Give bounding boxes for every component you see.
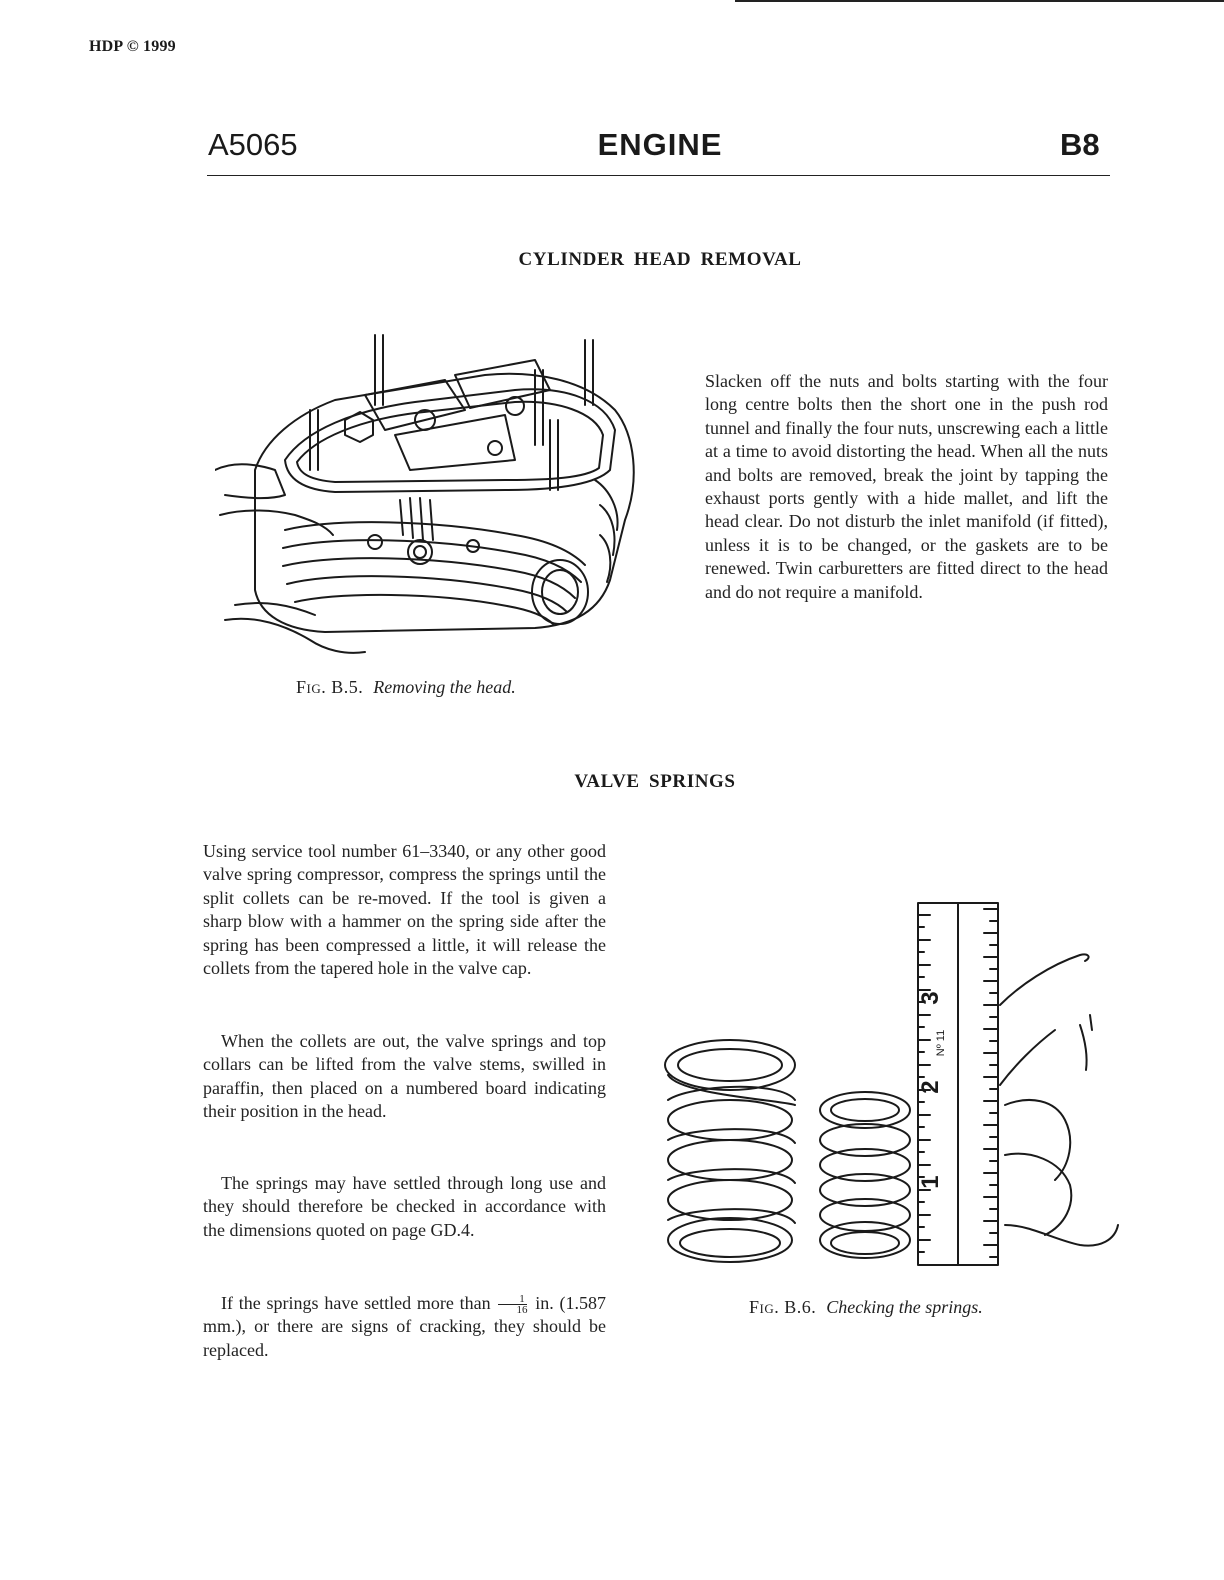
paragraph-4-start: If the springs have settled more than (221, 1293, 491, 1313)
cylinder-head-title: CYLINDER HEAD REMOVAL (518, 249, 802, 270)
figure-b5-cylinder-head-illustration (215, 320, 645, 660)
valve-springs-paragraph-3: The springs may have settled through long use and they should therefore be checked in accordance with the dimensions quoted on page GD.4. (203, 1173, 606, 1240)
section-heading: ENGINE (597, 127, 723, 162)
ruler-number-1: 1 (917, 1175, 944, 1189)
figure-b6-caption (749, 1297, 983, 1318)
top-edge-rule (735, 0, 1224, 2)
fraction-numerator: 1 (498, 1294, 527, 1305)
fraction-denominator: 16 (516, 1304, 528, 1317)
ruler-mark-label: Nº 11 (935, 1029, 947, 1057)
figure-b6-label: Fig. B.6. (749, 1297, 817, 1317)
figure-b5-caption-text: Removing the head. (373, 677, 516, 697)
valve-springs-paragraph-2: When the collets are out, the valve springs and top collars can be lifted from the valve stems, swilled in paraffin, then placed on a numbered board indicating their position in the head. (203, 1031, 606, 1122)
figure-b6-caption-text: Checking the springs. (826, 1297, 983, 1317)
valve-springs-title: VALVE SPRINGS (574, 771, 736, 792)
figure-b5-caption (296, 677, 516, 698)
figure-b5-label: Fig. B.5. (296, 677, 364, 697)
ruler-number-2: 2 (917, 1080, 944, 1094)
copyright-notice: HDP © 1999 (89, 38, 176, 55)
page-number: B8 (1060, 127, 1100, 162)
header-rule (207, 175, 1110, 176)
cylinder-head-paragraph: Slacken off the nuts and bolts starting with the four long centre bolts then the short one in the push rod tunnel and finally the four nuts, unscrewing each a little at a time to avoid distorting the head. When all the nuts and bolts are removed, break the joint by tapping the exhaust ports gently with a hide mallet, and lift the head clear. Do not disturb the inlet manifold (if fitted), unless it is to be changed, or the gaskets are to be renewed. Twin carburetters are fitted direct to the head and do not require a manifold. (705, 371, 1108, 602)
paragraph-4-end: in. (1.587 mm.), or there are signs of cracking, they should be replaced. (203, 1293, 607, 1360)
valve-springs-paragraph-4 (203, 1292, 606, 1362)
valve-springs-paragraph-1: Using service tool number 61–3340, or any other good valve spring compressor, compress the springs until the split collets can be re-moved. If the tool is given a sharp blow with a hammer on the spring side after the spring has been compressed a little, it will release the collets from the tapered hole in the valve cap. (203, 841, 606, 979)
part-number: A5065 (208, 127, 298, 162)
ruler-number-3: 3 (917, 991, 944, 1005)
fraction-one-sixteenth (498, 1294, 527, 1315)
figure-b6-springs-illustration (660, 895, 1120, 1285)
